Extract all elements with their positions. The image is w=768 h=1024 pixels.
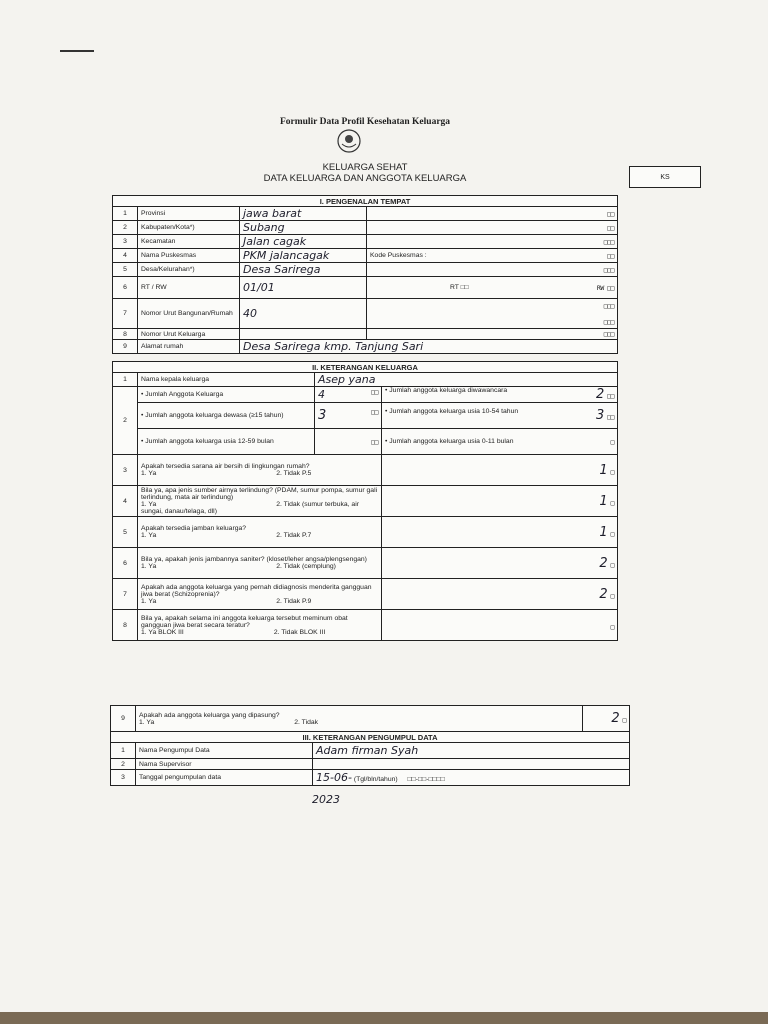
puskesmas-value[interactable]: PKM jalancagak <box>240 249 367 263</box>
kepala-keluarga-value[interactable]: Asep yana <box>315 373 618 387</box>
table-row: 1 Provinsi jawa barat □□ <box>113 207 618 221</box>
table-row: 1 Nama kepala keluarga Asep yana <box>113 373 618 387</box>
rt-rw-value[interactable]: 01/01 <box>240 277 367 299</box>
section1-title: I. PENGENALAN TEMPAT <box>113 196 618 207</box>
kecamatan-value[interactable]: Jalan cagak <box>240 235 367 249</box>
section3-title: III. KETERANGAN PENGUMPUL DATA <box>111 732 630 743</box>
pen-mark <box>60 50 94 52</box>
answer-q6[interactable]: 2 <box>599 555 608 571</box>
answer-q7[interactable]: 2 <box>599 586 608 602</box>
desa-value[interactable]: Desa Sarirega <box>240 263 367 277</box>
code-boxes: □□ <box>607 223 614 232</box>
ks-code-box: KS <box>629 166 701 188</box>
rt-label: RT <box>450 283 459 291</box>
tanggal-year: 2023 <box>312 793 340 806</box>
table-row: 7 Nomor Urut Bangunan/Rumah 40 □□□ □□□ <box>113 299 618 329</box>
table-row: 3 Kecamatan Jalan cagak □□□ <box>113 235 618 249</box>
answer-q4[interactable]: 1 <box>599 493 608 509</box>
provinsi-value[interactable]: jawa barat <box>240 207 367 221</box>
table-row: 7 Apakah ada anggota keluarga yang pernah didiagnosis menderita gangguan jiwa berat (Schizoprenia)? 1. Ya 2. Tidak P.9 2 □ <box>113 579 618 610</box>
rt-boxes: □□ <box>460 283 469 291</box>
jumlah-anggota-value[interactable]: 4 <box>318 388 325 401</box>
rw-boxes: RW □□ <box>596 283 614 292</box>
table-row: 2 Nama Supervisor <box>111 759 630 770</box>
code-boxes: □□□ <box>603 265 614 274</box>
code-boxes: □□□ □□□ <box>603 301 614 326</box>
rw-label: RW <box>596 283 604 292</box>
date-boxes: □□-□□-□□□□ <box>407 776 445 783</box>
table-row: 3 Apakah tersedia sarana air bersih di lingkungan rumah? 1. Ya 2. Tidak P.5 1 □ <box>113 455 618 486</box>
jumlah-dewasa-value[interactable]: 3 <box>318 408 327 423</box>
form-title: Formulir Data Profil Kesehatan Keluarga <box>279 117 451 127</box>
code-boxes: □□□ <box>603 237 614 246</box>
jumlah-diwawancara-value[interactable]: 2 <box>595 387 604 402</box>
answer-q3[interactable]: 1 <box>599 462 608 478</box>
keluarga-sehat-logo-icon <box>336 128 362 154</box>
section-pengumpul-data <box>110 705 630 786</box>
table-row: 5 Desa/Kelurahan*) Desa Sarirega □□□ <box>113 263 618 277</box>
table-row: 9 Alamat rumah Desa Sarirega kmp. Tanjung Sari <box>113 340 618 354</box>
date-hint: (Tgl/bln/tahun) <box>353 776 398 783</box>
table-row: 8 Nomor Urut Keluarga □□□ <box>113 329 618 340</box>
subtitle-data-keluarga: DATA KELUARGA DAN ANGGOTA KELUARGA <box>263 173 467 184</box>
table-row: • Jumlah anggota keluarga dewasa (≥15 tahun) 3 □□ • Jumlah anggota keluarga usia 10-54 tahun 3 □□ <box>113 403 618 429</box>
table-row: 3 Tanggal pengumpulan data 15-06- (Tgl/bln/tahun) □□-□□-□□□□ <box>111 770 630 786</box>
nomor-rumah-value[interactable]: 40 <box>240 299 367 329</box>
alamat-value[interactable]: Desa Sarirega kmp. Tanjung Sari <box>240 340 618 354</box>
pengumpul-value[interactable]: Adam firman Syah <box>313 743 630 759</box>
supervisor-value[interactable] <box>313 759 630 770</box>
jumlah-10-54-value[interactable]: 3 <box>595 408 604 423</box>
section-pengenalan-tempat <box>112 195 618 354</box>
table-row: 9 Apakah ada anggota keluarga yang dipasung? 1. Ya 2. Tidak 2 □ <box>111 706 630 732</box>
answer-q9[interactable]: 2 <box>611 711 620 726</box>
subtitle-keluarga-sehat: KELUARGA SEHAT <box>322 162 408 173</box>
kode-puskesmas-label: Kode Puskesmas : <box>370 251 427 259</box>
table-edge <box>0 1012 768 1024</box>
answer-q5[interactable]: 1 <box>599 524 608 540</box>
tanggal-value[interactable]: 15-06- <box>316 771 352 784</box>
section-keterangan-keluarga <box>112 361 618 641</box>
table-row: 6 Bila ya, apakah jenis jambannya saniter? (kloset/leher angsa/plengsengan) 1. Ya 2. Tidak (cemplung) 2 □ <box>113 548 618 579</box>
table-row: 1 Nama Pengumpul Data Adam firman Syah <box>111 743 630 759</box>
table-row: 5 Apakah tersedia jamban keluarga? 1. Ya 2. Tidak P.7 1 □ <box>113 517 618 548</box>
table-row: 2 • Jumlah Anggota Keluarga 4 □□ • Jumlah anggota keluarga diwawancara 2 □□ <box>113 387 618 403</box>
code-boxes: □□ <box>607 209 614 218</box>
kabupaten-value[interactable]: Subang <box>240 221 367 235</box>
section2-title: II. KETERANGAN KELUARGA <box>113 362 618 373</box>
code-boxes: □□ <box>607 251 614 260</box>
code-boxes: □□□ <box>603 330 614 338</box>
table-row: 2 Kabupaten/Kota*) Subang □□ <box>113 221 618 235</box>
table-row: 4 Bila ya, apa jenis sumber airnya terlindung? (PDAM, sumur pompa, sumur gali terlindung, mata air terlindung) 1. Ya 2. Tidak (sumur terbuka, air sungai, danau/telaga, dll) 1 □ <box>113 486 618 517</box>
table-row: 6 RT / RW 01/01 RT □□ RW □□ <box>113 277 618 299</box>
nomor-keluarga-value[interactable] <box>240 329 367 340</box>
table-row: 8 Bila ya, apakah selama ini anggota keluarga tersebut meminum obat gangguan jiwa berat secara teratur? 1. Ya BLOK III 2. Tidak BLOK III □ <box>113 610 618 641</box>
table-row: 4 Nama Puskesmas PKM jalancagak Kode Puskesmas : □□ <box>113 249 618 263</box>
table-row: • Jumlah anggota keluarga usia 12-59 bulan □□ • Jumlah anggota keluarga usia 0-11 bulan □ <box>113 429 618 455</box>
